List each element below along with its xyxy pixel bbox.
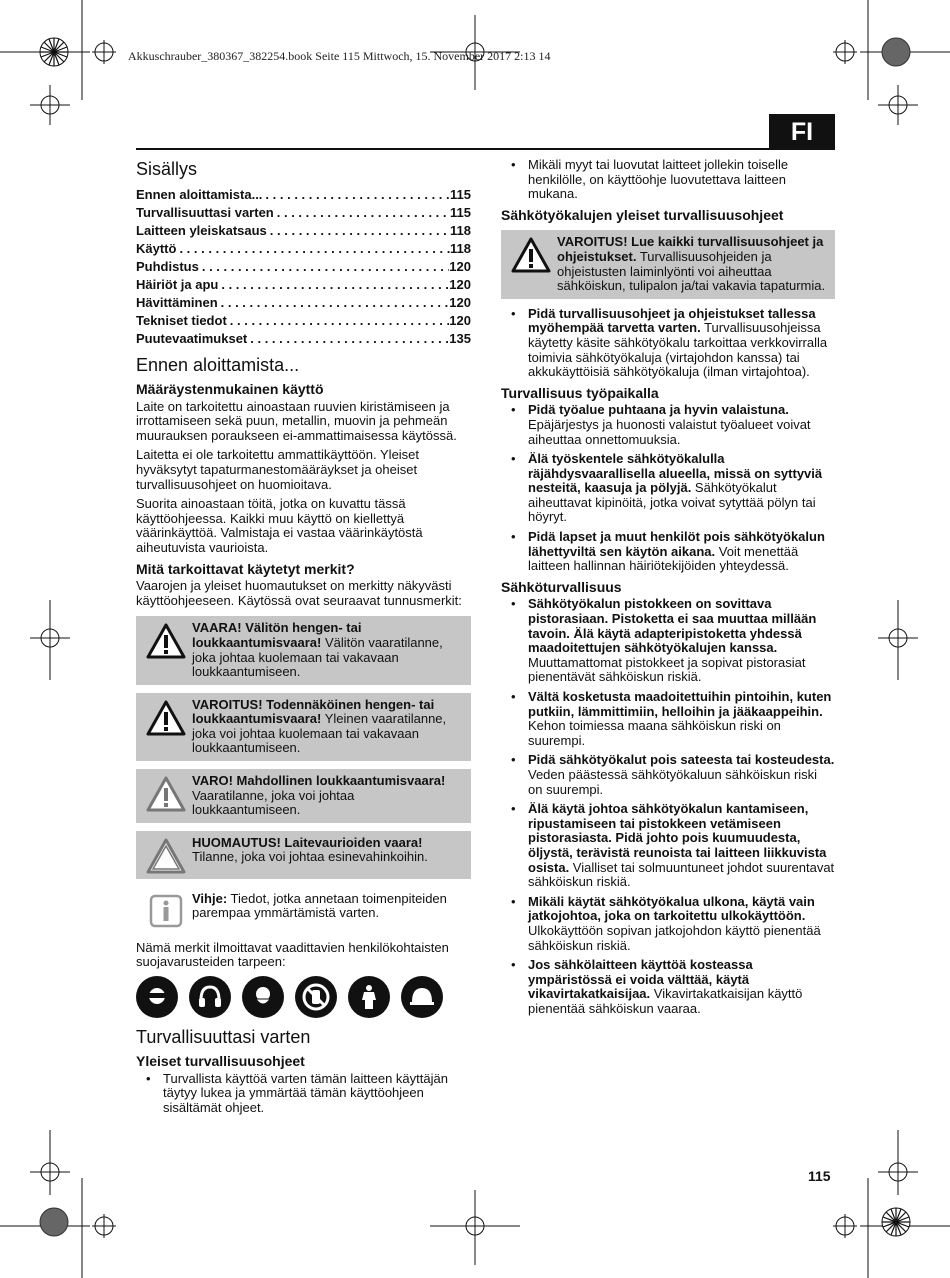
list-item: [501, 403, 835, 447]
notice-triangle-icon: [146, 838, 186, 874]
toc-entry-title: Hävittäminen: [136, 295, 218, 310]
toc-entry-title: Puutevaatimukset: [136, 331, 248, 346]
toc-entry-title: Turvallisuuttasi varten: [136, 205, 274, 220]
toc-entry-title: Käyttö: [136, 241, 177, 256]
safety-goggles-icon: [136, 976, 178, 1018]
paragraph: Suorita ainoastaan töitä, jotka on kuvattu tässä käyttöohjeessa. Kaikki muu käyttö on kiellettyä väärinkäyttöä. Valmistaja ei vastaa väärinkäytöstä aiheutuvista vaurioista.: [136, 496, 423, 555]
protective-clothing-icon: [348, 976, 390, 1018]
subsection-title: Määräystenmukainen käyttö: [136, 381, 324, 397]
list-item: [501, 958, 835, 1016]
toc-entry-page: 120: [449, 259, 471, 274]
right-column: [501, 158, 835, 1021]
list-item: [501, 690, 835, 748]
tip-text: Tiedot, jotka annetaan toimenpiteiden parempaa ymmärtämistä varten.: [192, 890, 447, 921]
left-column: [136, 158, 471, 1120]
list-item-text: Kehon toimiessa maana sähköiskun riski on suurempi.: [528, 718, 781, 748]
language-tab: FI: [769, 114, 835, 150]
toc-entry-page: 115: [450, 205, 471, 220]
danger-box: [136, 616, 471, 684]
toc-entry[interactable]: [136, 186, 471, 204]
subsection-title: Yleiset turvallisuusohjeet: [136, 1053, 305, 1070]
warning-text: Tilanne, joka voi johtaa esinevahinkoihin.: [192, 849, 428, 865]
warning-text: Turvallisuusohjeiden ja ohjeistusten laiminlyönti voi aiheuttaa sähköiskun, tulipalon ja/tai vakavia tapaturmia.: [557, 248, 826, 294]
list-item: [136, 1072, 471, 1116]
toc-entry[interactable]: [136, 204, 471, 222]
warning-triangle-icon: [511, 237, 551, 273]
tip-heading: Vihje:: [192, 890, 228, 906]
paragraph: Nämä merkit ilmoittavat vaadittavien henkilökohtaisten suojavarusteiden tarpeen:: [136, 939, 449, 970]
toc-entry-page: 118: [450, 241, 471, 256]
toc-entry-title: Puhdistus: [136, 259, 199, 274]
list-item-bold: Älä käytä johtoa sähkötyökalun kantamiseen, ripustamiseen tai pistokkeen vetämiseen pistorasiasta. Pidä johto pois kuumuudesta, öljystä, terävistä reunoista tai laitteen liikkuvista osista.: [528, 801, 827, 875]
tip-box: [136, 887, 471, 933]
toc-entry-page: 120: [449, 313, 471, 328]
list-item-bold: Pidä työalue puhtaana ja hyvin valaistuna.: [528, 402, 789, 418]
toc-title: Sisällys: [136, 159, 198, 179]
list-item-bold: Pidä sähkötyökalut pois sateesta tai kosteudesta.: [528, 752, 835, 768]
toc-entry[interactable]: [136, 294, 471, 312]
section-title: Ennen aloittamista...: [136, 355, 300, 375]
list-item: [501, 802, 835, 890]
list-item-bold: Jos sähkölaitteen käyttöä kosteassa ympäristössä ei voida välttää, käytä vikavirtakatkaisijaa.: [528, 957, 753, 1002]
list-item: [501, 452, 835, 525]
toc-entry[interactable]: [136, 240, 471, 258]
header-rule: [136, 148, 770, 150]
warning-box: [501, 230, 835, 298]
paragraph: Vaarojen ja yleiset huomautukset on merkitty näkyvästi käyttöohjeeseen. Käytössä ovat seuraavat tunnusmerkit:: [136, 578, 462, 608]
page-number: 115: [808, 1168, 831, 1184]
notice-box: [136, 831, 471, 879]
list-item-text: Ulkokäyttöön sopivan jatkojohdon käyttö pienentää sähköiskun riskiä.: [528, 922, 821, 953]
list-item: [501, 530, 835, 574]
list-item-text: Muuttamattomat pistokkeet ja sopivat pistorasiat pienentävät sähköiskun riskiä.: [528, 654, 806, 685]
toc-entry-page: 120: [449, 295, 471, 310]
toc-entry-title: Häiriöt ja apu: [136, 277, 219, 292]
no-gloves-icon: [295, 976, 337, 1018]
subsection-title: Turvallisuus työpaikalla: [501, 384, 659, 401]
caution-box: [136, 769, 471, 823]
toc-entry-page: 115: [450, 187, 471, 202]
toc-entry[interactable]: [136, 312, 471, 330]
list-item: [501, 158, 835, 202]
info-icon: [149, 894, 183, 928]
hard-hat-icon: [401, 976, 443, 1018]
toc-entry[interactable]: [136, 258, 471, 276]
section-title: Turvallisuuttasi varten: [136, 1027, 311, 1048]
warning-triangle-icon: [146, 623, 186, 659]
list-item-bold: Pidä lapset ja muut henkilöt pois sähkötyökalun lähettyviltä sen käytön aikana.: [528, 529, 825, 559]
list-item-bold: Mikäli käytät sähkötyökalua ulkona, käytä vain jatkojohtoa, joka on tarkoitettu ulkokäyttöön.: [528, 893, 815, 924]
list-item-text: Mikäli myyt tai luovutat laitteet jollekin toiselle henkilölle, on käyttöohje luovutettava laitteen mukana.: [528, 157, 789, 202]
toc-entry[interactable]: [136, 222, 471, 240]
list-item-text: Vikavirtakatkaisijan käyttö pienentää sähköiskun vaaraa.: [528, 986, 803, 1016]
ear-protection-icon: [189, 976, 231, 1018]
warning-box: [136, 693, 471, 761]
list-item-text: Vialliset tai solmuuntuneet johdot suurentavat sähköiskun riskiä.: [528, 859, 835, 890]
list-item-bold: Sähkötyökalun pistokkeen on sovittava pistorasiaan. Pistoketta ei saa muuttaa millään tavoin. Älä käytä adapteripistoketta yhdessä maadoitettujen sähkötyökalujen kanssa.: [528, 596, 817, 656]
toc-entry[interactable]: [136, 276, 471, 294]
toc-entry[interactable]: [136, 330, 471, 348]
paragraph: Laite on tarkoitettu ainoastaan ruuvien kiristämiseen ja irrottamiseen sekä puun, metallin, muovin ja pehmeän muurauksen poraukseen ei-ammattimaisessa käytössä.: [136, 398, 457, 443]
list-item-bold: Pidä turvallisuusohjeet ja ohjeistukset tallessa myöhempää tarvetta varten.: [528, 305, 816, 336]
toc-entry-page: 120: [449, 277, 471, 292]
warning-heading: VAARA! Välitön hengen- tai loukkaantumisvaara!: [192, 620, 362, 650]
list-item-text: Epäjärjestys ja huonosti valaistut työalueet voivat aiheuttaa onnettomuuksia.: [528, 416, 811, 447]
warning-triangle-icon: [146, 700, 186, 736]
warning-heading: VAROITUS! Todennäköinen hengen- tai loukkaantumisvaara!: [192, 696, 435, 727]
subsection-title: Mitä tarkoittavat käytetyt merkit?: [136, 560, 355, 577]
ppe-icon-row: [136, 976, 471, 1018]
warning-text: Vaaratilanne, joka voi johtaa loukkaantumiseen.: [192, 787, 355, 818]
list-item-text: Sähkötyökalut aiheuttavat kipinöitä, jotka voivat sytyttää pölyn tai höyryt.: [528, 480, 816, 525]
toc-entry-title: Tekniset tiedot: [136, 313, 227, 328]
warning-heading: VARO! Mahdollinen loukkaantumisvaara!: [192, 773, 446, 789]
print-header: Akkuschrauber_380367_382254.book Seite 115 Mittwoch, 15. November 2017 2:13 14: [128, 49, 551, 63]
dust-mask-icon: [242, 976, 284, 1018]
list-item: [501, 307, 835, 380]
toc-entry-title: Ennen aloittamista...: [136, 187, 263, 202]
paragraph: Laitetta ei ole tarkoitettu ammattikäyttöön. Yleiset hyväksytyt tapaturmanestomääräykset ja oheiset turvallisuusohjeet on huomioitava.: [136, 447, 420, 492]
list-item-bold: Vältä kosketusta maadoitettuihin pintoihin, kuten putkiin, lämmittimiin, helloihin ja jääkaappeihin.: [528, 689, 832, 719]
list-item: [501, 597, 835, 685]
subsection-title: Sähkötyökalujen yleiset turvallisuusohjeet: [501, 206, 784, 223]
toc-entry-title: Laitteen yleiskatsaus: [136, 223, 267, 238]
warning-heading: HUOMAUTUS! Laitevaurioiden vaara!: [192, 834, 423, 850]
list-item-text: Voit menettää laitteen hallinnan häiriötekijöiden yhteydessä.: [528, 543, 799, 574]
list-item-bold: Älä työskentele sähkötyökalulla räjähdysvaarallisella alueella, missä on syttyviä nesteitä, kaasuja ja pölyjä.: [528, 451, 823, 496]
list-item: [501, 753, 835, 797]
caution-triangle-icon: [146, 776, 186, 812]
list-item-text: Turvallisuusohjeissa käytetty käsite sähkötyökalu tarkoittaa verkkovirralla toimivia sähkötyökaluja (virtajohdon kanssa) tai akkukäyttöisiä sähkötyökaluja (ilman virtajohtoa).: [528, 320, 828, 380]
warning-heading: VAROITUS! Lue kaikki turvallisuusohjeet ja ohjeistukset.: [557, 234, 824, 264]
table-of-contents: [136, 186, 471, 348]
toc-entry-page: 118: [450, 223, 471, 238]
list-item: [501, 895, 835, 953]
list-item-text: Turvallista käyttöä varten tämän laitteen käyttäjän täytyy lukea ja ymmärtää tämän käyttöohjeen sisältämät ohjeet.: [163, 1070, 448, 1115]
list-item-text: Veden päästessä sähkötyökaluun sähköiskun riski on suurempi.: [528, 766, 818, 797]
warning-text: Välitön vaaratilanne, joka johtaa kuolemaan tai vakavaan loukkaantumiseen.: [192, 634, 443, 680]
toc-entry-page: 135: [449, 331, 471, 346]
warning-text: Yleinen vaaratilanne, joka voi johtaa kuolemaan tai vakavaan loukkaantumiseen.: [192, 711, 447, 756]
subsection-title: Sähköturvallisuus: [501, 578, 622, 595]
